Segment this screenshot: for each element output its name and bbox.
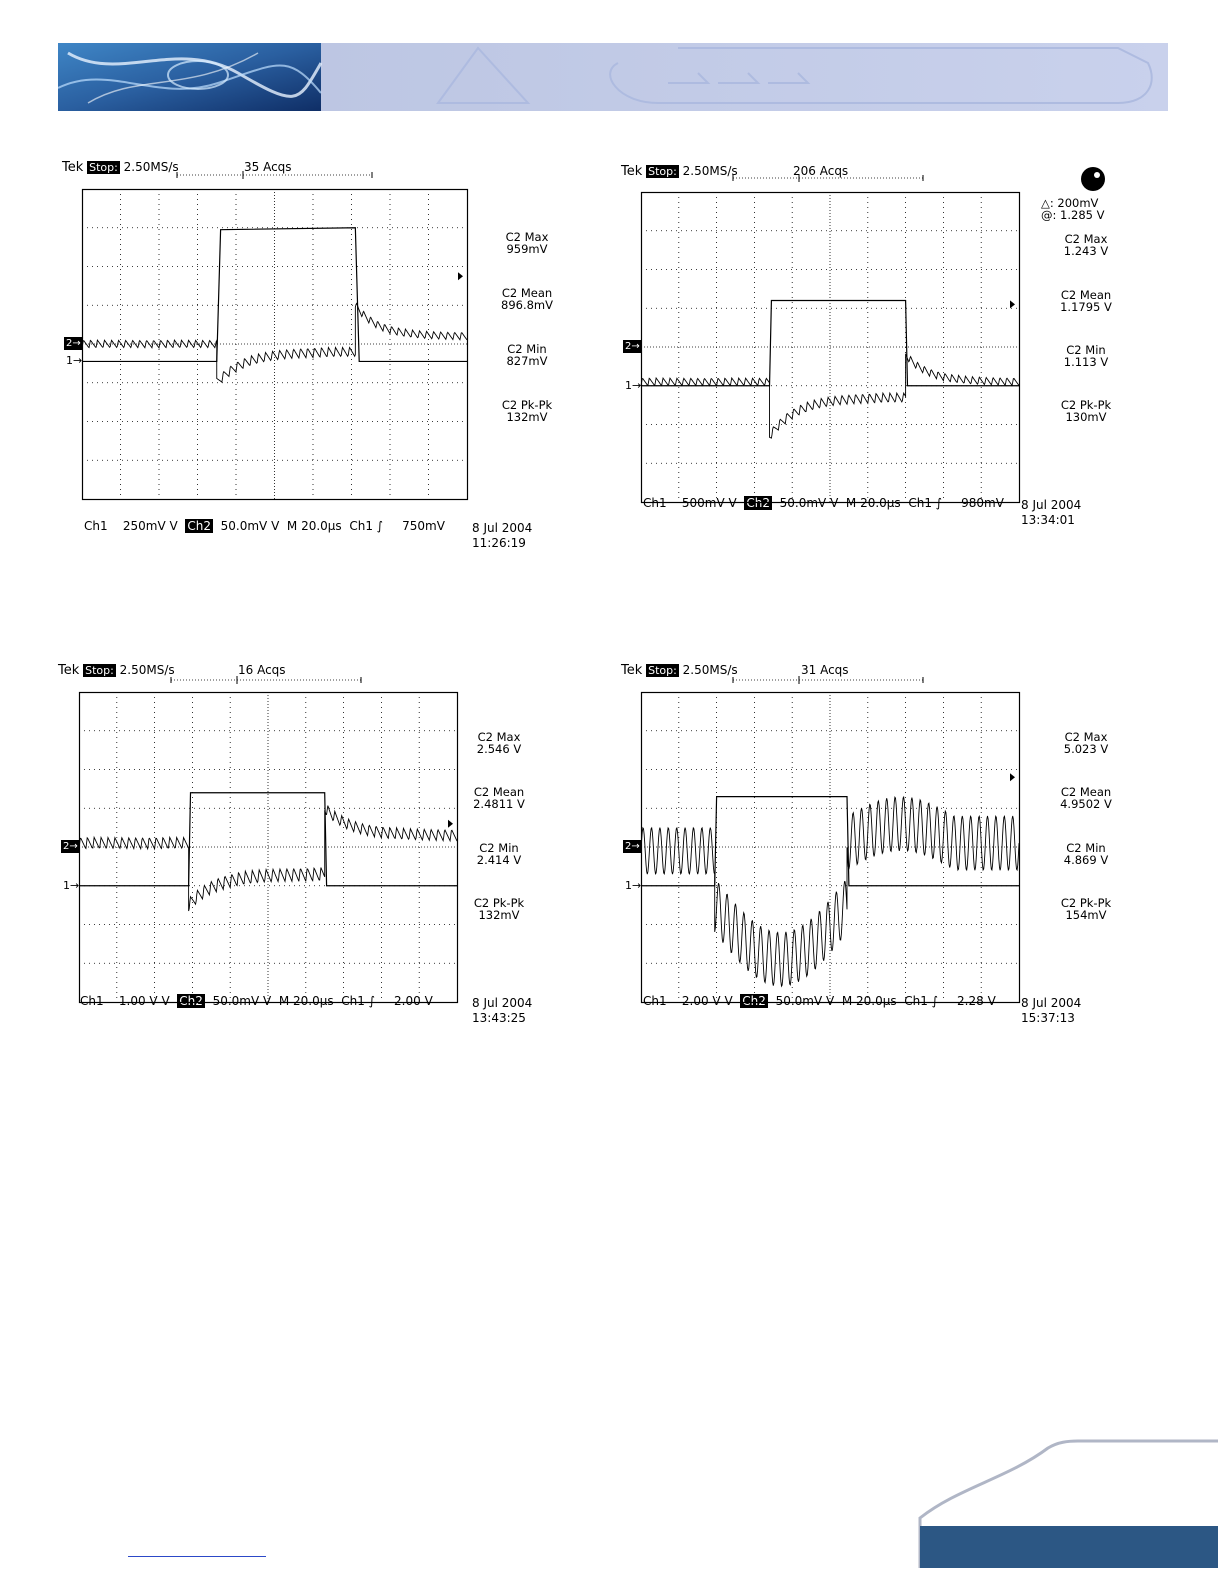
meas-value: 2.414 V [476,853,522,867]
meas-value: 154mV [1065,908,1107,922]
cursor-delta: △: 200mV [1041,196,1099,210]
scope-capture-2 [621,164,1141,549]
ch1-label: Ch1 [643,496,667,510]
capture-time: 15:37:13 [1021,1011,1075,1025]
meas-value: 132mV [506,410,548,424]
meas-max [477,231,577,255]
meas-mean [1036,289,1136,313]
ch1-label: Ch1 [84,519,108,533]
capture-timestamp [1021,498,1081,528]
meas-label: C2 Max [1064,730,1108,744]
tek-label: Tek [58,663,80,678]
timebase: M 20.0µs [841,994,897,1008]
meas-value: 2.546 V [476,742,522,756]
scope-footer: Ch1 1.00 V ⴸ Ch2 50.0mV ⴸ M 20.0µs Ch1 ∫ 2.00 V [80,994,433,1008]
tek-label: Tek [62,160,84,175]
ch2-label: Ch2 [742,994,766,1008]
meas-label: C2 Mean [501,286,553,300]
ch2-scale: 50.0mV [212,994,260,1008]
timebase: M 20.0µs [278,994,334,1008]
graticule-border [83,190,468,500]
meas-label: C2 Max [1064,232,1108,246]
ch1-ground-marker: 1→ [66,354,83,368]
scope-graticule [641,692,1021,1004]
trigger-level-marker [1010,773,1015,781]
cursor-position: @: 1.285 V [1041,208,1105,222]
ch2-ground-marker: 2→ [63,841,78,852]
ch2-label: Ch2 [746,496,770,510]
scope-capture-4 [621,663,1141,1049]
meas-label: C2 Min [1066,343,1106,357]
meas-label: C2 Max [477,730,521,744]
meas-min [477,343,577,367]
capture-timestamp [1021,996,1081,1026]
capture-date: 8 Jul 2004 [472,996,533,1010]
capture-time: 13:34:01 [1021,513,1075,527]
capture-date: 8 Jul 2004 [472,521,533,535]
ch2-label: Ch2 [187,519,211,533]
meas-label: C2 Pk-Pk [473,896,525,910]
meas-label: C2 Min [1066,841,1106,855]
header-banner [58,43,1168,111]
scope-header [621,165,738,178]
trigger-level-marker [448,820,453,828]
tek-label: Tek [621,164,643,179]
acq-count: 31 Acqs [801,663,849,677]
meas-label: C2 Mean [1060,288,1112,302]
acq-count: 35 Acqs [244,160,292,174]
ch1-label: Ch1 [80,994,104,1008]
ch2-scale: 50.0mV [775,994,823,1008]
meas-min [449,842,549,866]
stop-badge: Stop: [85,664,114,677]
trigger-source: Ch1 [341,994,365,1008]
ch2-scale: 50.0mV [779,496,827,510]
meas-mean [477,287,577,311]
meas-label: C2 Pk-Pk [1060,398,1112,412]
meas-value: 1.243 V [1063,244,1109,258]
capture-date: 8 Jul 2004 [1021,996,1082,1010]
scope-graticule [82,189,469,501]
capture-date: 8 Jul 2004 [1021,498,1082,512]
ch1-scale: 1.00 V [118,994,158,1008]
meas-pkpk [1036,399,1136,423]
meas-label: C2 Mean [473,785,525,799]
dot-highlight [1094,172,1100,178]
meas-value: 896.8mV [501,298,553,312]
sample-rate: 2.50MS/s [123,160,179,174]
ch2-trace [641,797,1019,986]
capture-time: 13:43:25 [472,1011,526,1025]
acq-count: 206 Acqs [793,164,849,178]
meas-value: 130mV [1065,410,1107,424]
trigger-source: Ch1 [349,519,373,533]
trigger-source: Ch1 [908,496,932,510]
meas-value: 132mV [478,908,520,922]
sample-rate: 2.50MS/s [119,663,175,677]
ch2-scale: 50.0mV [220,519,268,533]
stop-badge: Stop: [648,664,677,677]
capture-time: 11:26:19 [472,536,526,550]
page-dot-icon [1080,166,1110,196]
trigger-level: 2.28 V [957,994,996,1008]
capture-timestamp [472,521,532,551]
dot-shape [1081,167,1105,191]
graticule-border [642,693,1020,1003]
meas-min [1036,344,1136,368]
meas-value: 5.023 V [1063,742,1109,756]
meas-max [449,731,549,755]
meas-mean [1036,786,1136,810]
meas-value: 959mV [506,242,548,256]
meas-value: 1.113 V [1063,355,1109,369]
ch1-scale: 250mV [122,519,166,533]
meas-mean [449,786,549,810]
scope-footer: Ch1 250mV ⴸ Ch2 50.0mV ⴸ M 20.0µs Ch1 ∫ 750mV [84,519,445,533]
meas-label: C2 Pk-Pk [501,398,553,412]
meas-label: C2 Mean [1060,785,1112,799]
ch2-label: Ch2 [179,994,203,1008]
scope-footer: Ch1 2.00 V ⴸ Ch2 50.0mV ⴸ M 20.0µs Ch1 ∫ 2.28 V [643,994,996,1008]
trigger-level: 750mV [402,519,445,533]
corner-logo-graphic [918,1438,1218,1568]
ch1-label: Ch1 [643,994,667,1008]
meas-max [1036,731,1136,755]
ch1-ground-marker: 1→ [625,378,642,392]
cursor-readout [1041,197,1104,221]
meas-label: C2 Max [505,230,549,244]
meas-value: 4.869 V [1063,853,1109,867]
trigger-level-marker [1010,300,1015,308]
scope-header [58,664,175,677]
trigger-level-marker [458,272,463,280]
trigger-level: 2.00 V [394,994,433,1008]
trigger-level: 980mV [961,496,1004,510]
tek-label: Tek [621,663,643,678]
meas-value: 4.9502 V [1060,797,1112,811]
meas-pkpk [449,897,549,921]
record-bracket-ticks [171,676,361,684]
ch2-ground-marker: 2→ [625,341,640,352]
stop-badge: Stop: [648,165,677,178]
timebase: M 20.0µs [845,496,901,510]
sample-rate: 2.50MS/s [682,663,738,677]
trigger-source: Ch1 [904,994,928,1008]
ch2-ground-marker: 2→ [66,338,81,349]
sample-rate: 2.50MS/s [682,164,738,178]
meas-value: 2.4811 V [473,797,525,811]
record-bracket-ticks [733,676,923,684]
ch1-ground-marker: 1→ [625,878,642,892]
meas-max [1036,233,1136,257]
ch1-scale: 500mV [681,496,725,510]
meas-min [1036,842,1136,866]
footer-link-underline[interactable] [128,1556,266,1557]
scope-capture-3 [58,663,579,1049]
graticule-border [80,693,458,1003]
meas-label: C2 Min [507,342,547,356]
scope-header [621,664,738,677]
meas-label: C2 Min [479,841,519,855]
ch2-ground-marker: 2→ [625,841,640,852]
timebase: M 20.0µs [286,519,342,533]
ch1-ground-marker: 1→ [63,878,80,892]
scope-graticule [641,192,1021,504]
meas-value: 1.1795 V [1060,300,1112,314]
meas-pkpk [1036,897,1136,921]
ch1-scale: 2.00 V [681,994,721,1008]
meas-label: C2 Pk-Pk [1060,896,1112,910]
scope-capture-1 [62,160,582,550]
meas-value: 827mV [506,354,548,368]
acq-count: 16 Acqs [238,663,286,677]
graticule-border [642,193,1020,503]
scope-header [62,161,179,174]
scope-footer: Ch1 500mV ⴸ Ch2 50.0mV ⴸ M 20.0µs Ch1 ∫ 980mV [643,496,1004,510]
scope-graticule [79,692,459,1004]
stop-badge: Stop: [89,161,118,174]
capture-timestamp [472,996,532,1026]
meas-pkpk [477,399,577,423]
